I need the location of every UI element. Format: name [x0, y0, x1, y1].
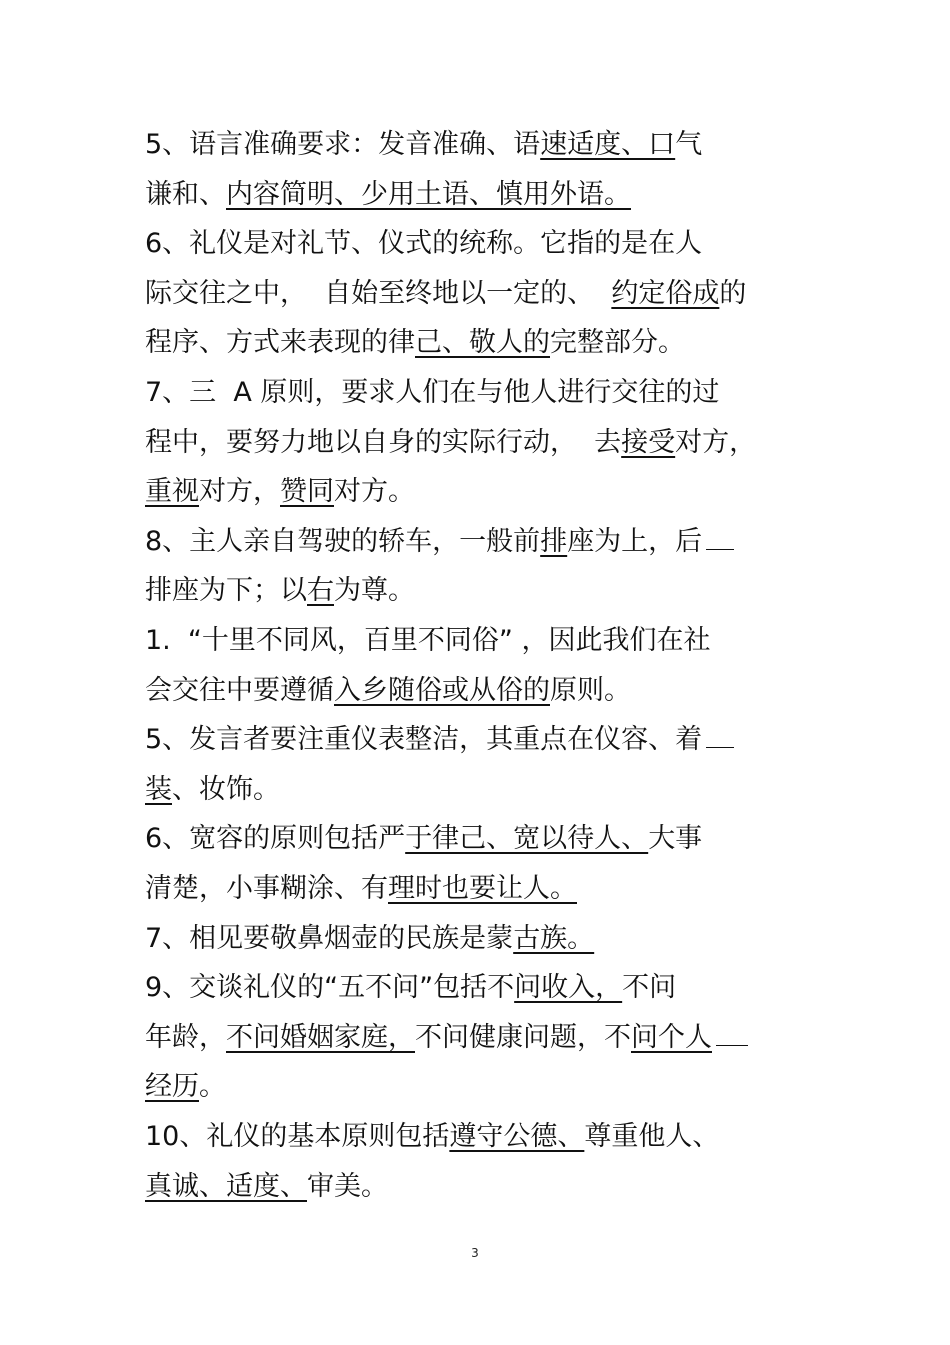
underlined-answer: 装 [145, 773, 172, 805]
underlined-answer: 经历 [145, 1071, 199, 1103]
text-segment: 10、礼仪的基本原则包括 [145, 1121, 450, 1152]
underlined-answer: 问收入， [514, 972, 623, 1004]
blank-underline [706, 519, 734, 550]
text-line [145, 318, 825, 368]
text-line [145, 467, 825, 517]
text-line [145, 814, 825, 864]
text-segment: 7、三 A 原则，要求人们在与他人进行交往的过 [145, 377, 720, 408]
text-segment: 年龄， [145, 1021, 226, 1053]
text-segment: 为尊。 [334, 575, 415, 607]
text-segment: 1. “十里不同风，百里不同俗” ，因此我们在社 [145, 625, 711, 656]
text-segment: 程中，要努力地以自身的实际行动， 去 [145, 426, 622, 458]
text-segment: 谦和、 [145, 178, 226, 210]
text-segment: 对方。 [334, 476, 415, 508]
text-segment: 的 [719, 277, 747, 309]
text-segment: 对方， [675, 426, 757, 458]
underlined-answer: 己、敬人的 [415, 327, 550, 359]
text-line [145, 963, 825, 1013]
text-line [145, 219, 825, 269]
underlined-answer: 于律己、宽以待人、 [405, 823, 649, 855]
underlined-answer: 不问婚姻家庭， [226, 1021, 415, 1053]
text-segment: 8、主人亲自驾驶的轿车，一般前 [145, 525, 541, 557]
text-segment: 对方， [199, 476, 280, 508]
text-line [145, 765, 825, 815]
text-segment: 5、发言者要注重仪表整洁，其重点在仪容、着 [145, 724, 703, 756]
text-line [145, 1162, 825, 1212]
text-segment: 不问健康问题，不 [415, 1021, 631, 1053]
text-line [145, 517, 825, 567]
underlined-answer: 古族。 [513, 922, 595, 954]
underlined-answer: 接受 [621, 426, 676, 458]
text-line [145, 120, 825, 170]
text-segment: 大事 [648, 823, 703, 855]
underlined-answer: 入乡随俗或从俗的 [334, 674, 550, 706]
text-segment: 会交往中要遵循 [145, 674, 334, 706]
text-segment: 原则。 [550, 674, 631, 706]
text-line [145, 1013, 825, 1063]
underlined-answer: 真诚、适度、 [145, 1170, 307, 1202]
text-line [145, 715, 825, 765]
text-segment: 不问 [622, 972, 677, 1004]
underlined-answer: 排 [540, 525, 568, 557]
underlined-answer: 遵守公德、 [449, 1121, 585, 1152]
text-segment: 完整部分。 [550, 327, 685, 359]
text-line [145, 1062, 825, 1112]
text-segment: 7、相见要敬鼻烟壶的民族是蒙 [145, 922, 514, 954]
underlined-answer: 速适度、口 [540, 129, 676, 160]
underlined-answer: 内容简明、少用土语、慎用外语。 [226, 178, 631, 210]
text-line [145, 914, 825, 964]
text-segment: 审美。 [307, 1170, 388, 1202]
text-segment: 9、交谈礼仪的“五不问”包括不 [145, 972, 515, 1004]
text-segment: 清楚，小事糊涂、有 [145, 873, 388, 904]
text-line [145, 368, 825, 418]
text-segment: 6、礼仪是对礼节、仪式的统称。它指的是在人 [145, 228, 703, 260]
page-number: 3 [471, 1246, 479, 1260]
text-segment: 排座为下；以 [145, 575, 307, 607]
underlined-answer: 约定俗成 [611, 277, 720, 309]
text-segment: 、妆饰。 [172, 773, 280, 805]
text-line [145, 1112, 825, 1162]
blank-underline [706, 717, 734, 748]
blank-underline [716, 1015, 748, 1046]
underlined-answer: 重视 [145, 476, 199, 508]
text-line [145, 616, 825, 666]
underlined-answer: 右 [307, 575, 334, 607]
text-segment: 尊重他人、 [584, 1121, 720, 1152]
underlined-answer: 问个人 [631, 1021, 712, 1053]
text-line [145, 666, 825, 716]
text-segment: 。 [199, 1071, 226, 1103]
text-segment: 6、宽容的原则包括严 [145, 823, 406, 855]
underlined-answer: 理时也要让人。 [388, 873, 577, 904]
text-segment: 座为上，后 [567, 525, 703, 557]
text-segment: 程序、方式来表现的律 [145, 327, 415, 359]
text-line [145, 269, 825, 319]
text-line [145, 864, 825, 914]
text-segment: 5、语言准确要求：发音准确、语 [145, 129, 541, 160]
text-line [145, 566, 825, 616]
text-segment: 际交往之中， 自始至终地以一定的、 [145, 277, 612, 309]
underlined-answer: 赞同 [280, 476, 334, 508]
text-line [145, 418, 825, 468]
text-segment: 气 [675, 129, 703, 160]
text-line [145, 170, 825, 220]
